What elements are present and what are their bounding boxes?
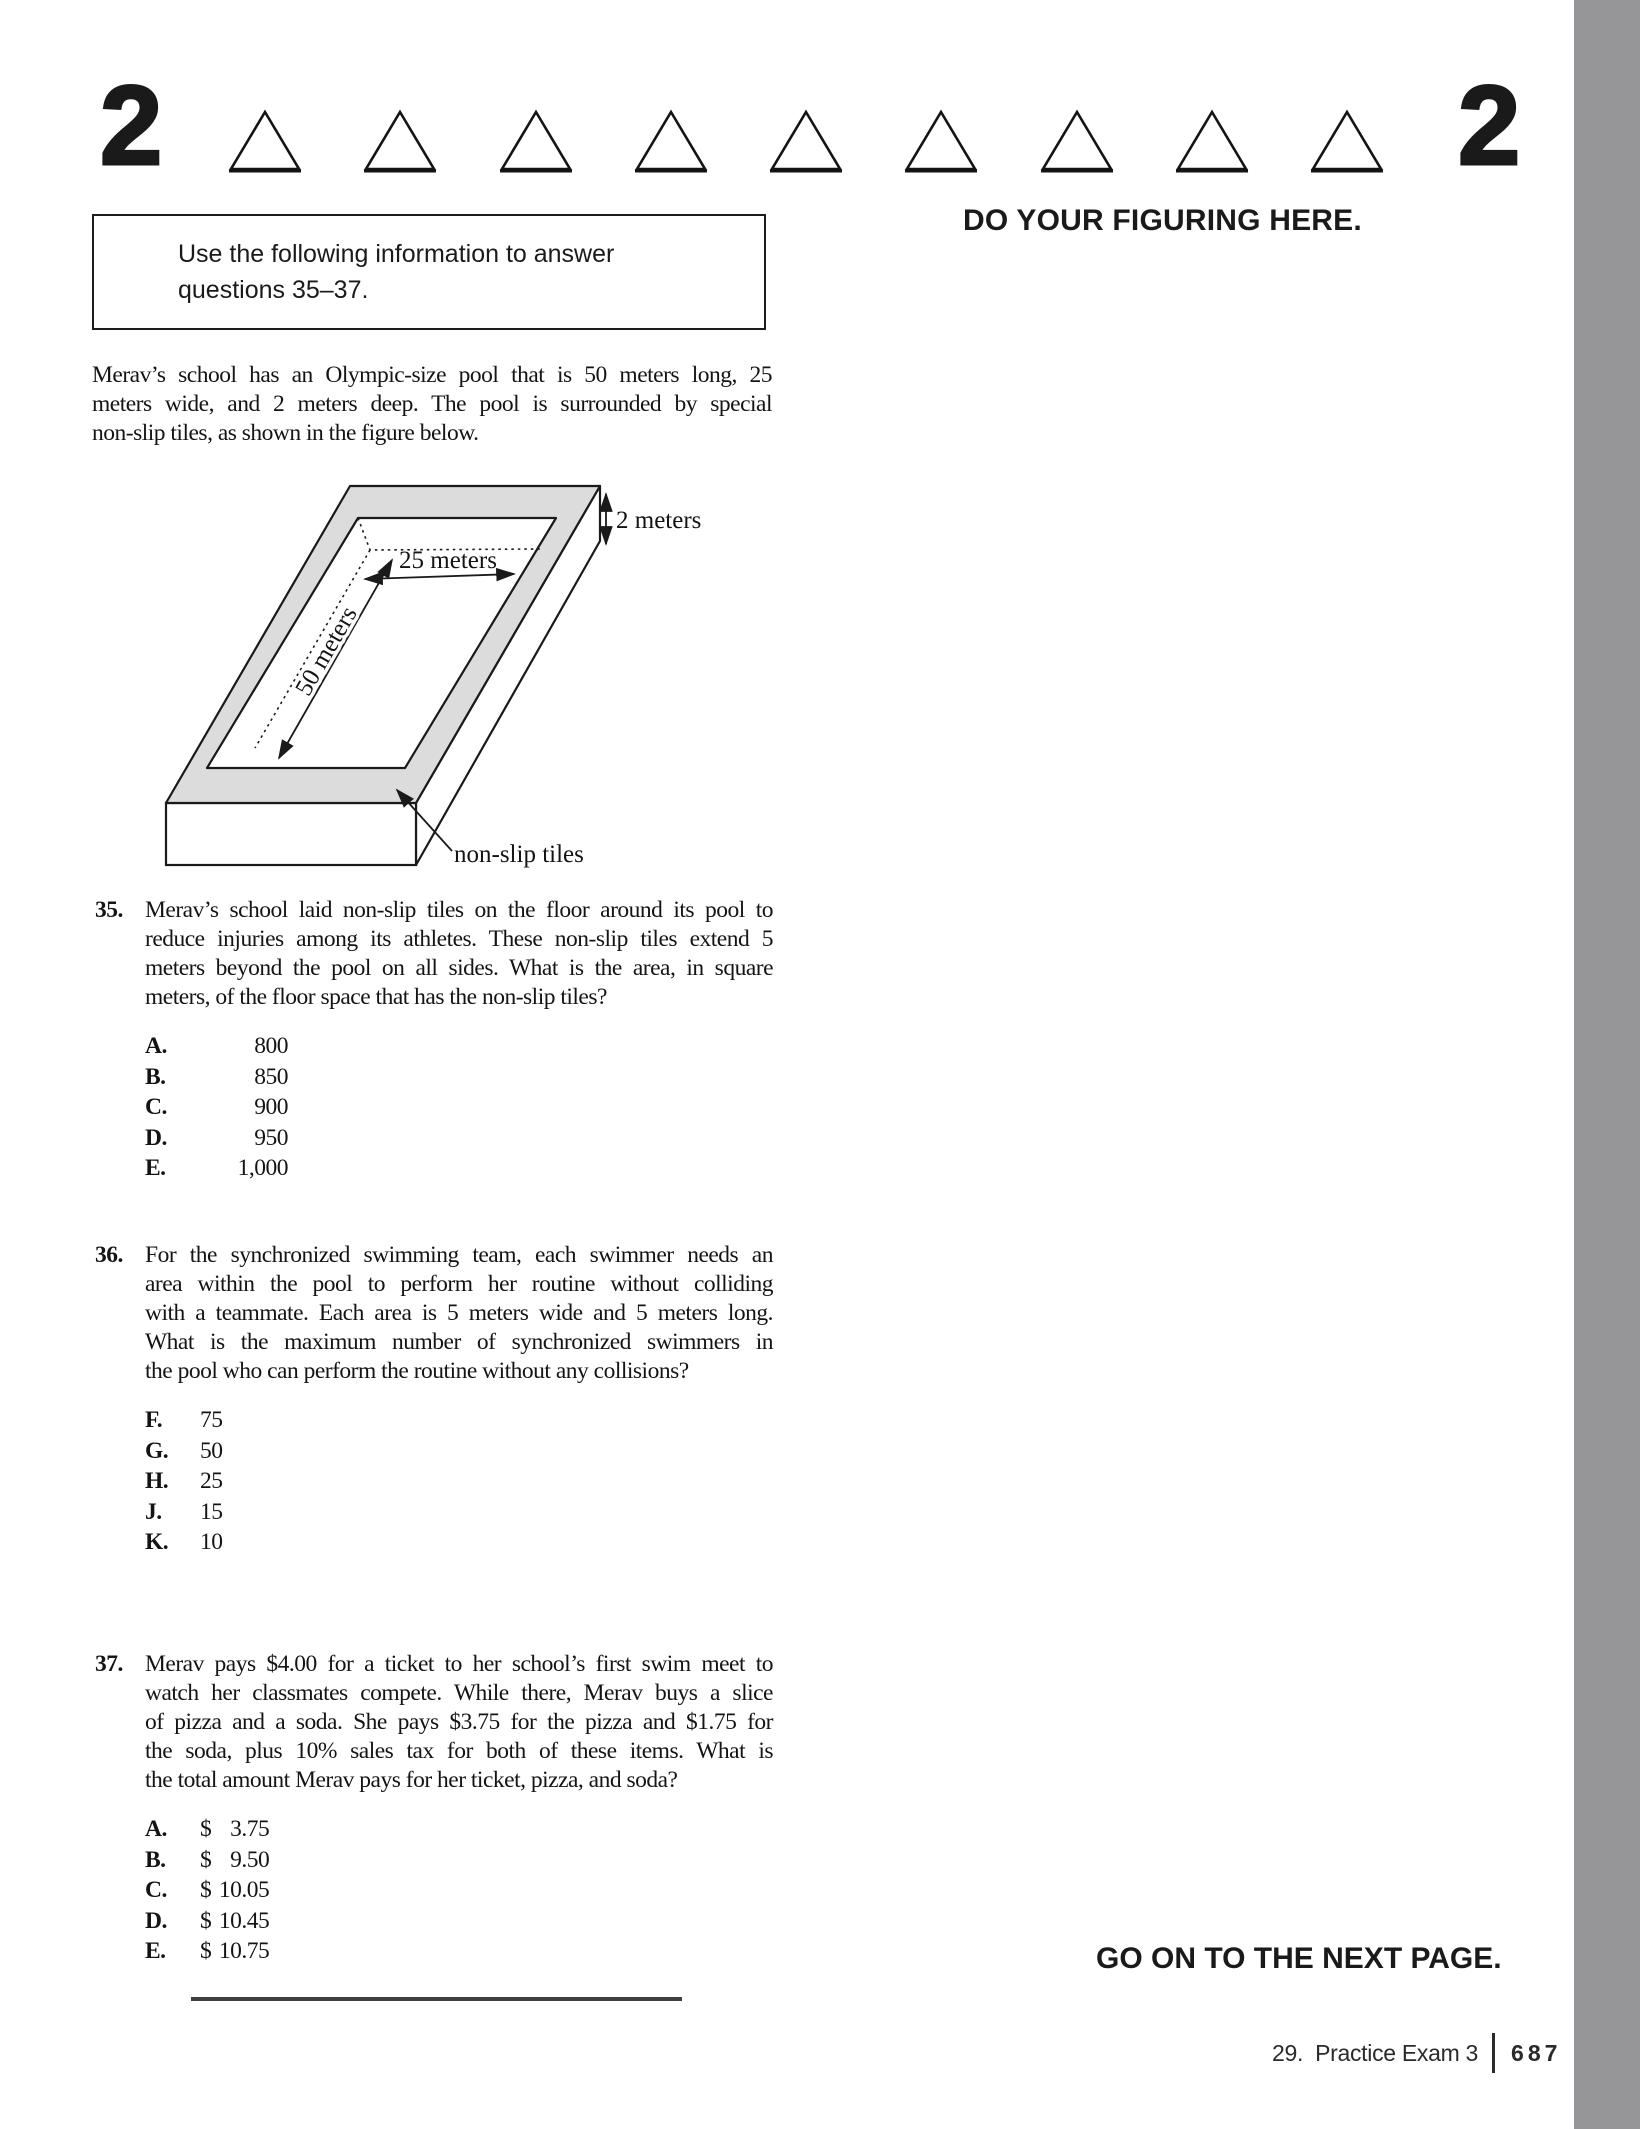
question-text-line: the soda, plus 10% sales tax for both of these items. What is (145, 1738, 773, 1764)
page-footer (1272, 2032, 1561, 2074)
answer-option (145, 1466, 773, 1497)
question-text-line: For the synchronized swimming team, each swimmer needs an (145, 1242, 773, 1268)
question-text-line: with a teammate. Each area is 5 meters wide and 5 meters long. (145, 1300, 773, 1326)
answer-currency: $ (200, 1846, 212, 1873)
answer-letter: J. (145, 1498, 162, 1525)
answer-option (145, 1936, 773, 1967)
question-text-line: the pool who can perform the routine without any collisions? (145, 1358, 689, 1384)
answer-options (145, 1031, 773, 1184)
question-text-line: the total amount Merav pays for her ticket, pizza, and soda? (145, 1767, 678, 1793)
answer-letter: C. (145, 1877, 167, 1903)
answer-letter: B. (145, 1846, 166, 1873)
answer-value: 10.75 (218, 1938, 270, 1964)
question-number: 36. (95, 1242, 123, 1268)
answer-value: 3.75 (230, 1816, 270, 1842)
triangle-icon (363, 108, 437, 174)
answer-value: 900 (254, 1094, 288, 1120)
pool-figure (100, 458, 720, 878)
answer-option (145, 1845, 773, 1876)
triangle-icon (499, 108, 573, 174)
info-box-line: Use the following information to answer (178, 240, 615, 268)
intro-line: meters wide, and 2 meters deep. The pool is surrounded by special (92, 391, 772, 417)
answer-letter: C. (145, 1094, 167, 1120)
answer-options (145, 1814, 773, 1967)
triangle-divider-row (228, 108, 1384, 174)
width-label: 25 meters (399, 547, 497, 574)
slab-right-face (416, 486, 600, 865)
intro-line: non-slip tiles, as shown in the figure below. (92, 420, 479, 446)
answer-option (145, 1497, 773, 1528)
answer-letter: A. (145, 1816, 167, 1842)
info-box (92, 214, 766, 330)
answer-letter: B. (145, 1063, 166, 1090)
section-number-right: 2 (1458, 63, 1521, 188)
answer-currency: $ (200, 1816, 212, 1842)
answer-currency: $ (200, 1877, 212, 1903)
tiles-label: non-slip tiles (454, 841, 584, 868)
go-on-note: GO ON TO THE NEXT PAGE. (1096, 1942, 1502, 1975)
answer-letter: K. (145, 1529, 169, 1555)
answer-letter: E. (145, 1155, 166, 1181)
answer-letter: H. (145, 1468, 169, 1494)
triangle-icon (769, 108, 843, 174)
answer-value: 1,000 (237, 1155, 288, 1181)
answer-value: 50 (200, 1437, 223, 1464)
answer-option (145, 1875, 773, 1906)
answer-letter: G. (145, 1437, 169, 1464)
question-text-line: area within the pool to perform her routine without colliding (145, 1271, 773, 1297)
question-text-line: meters, of the floor space that has the non-slip tiles? (145, 984, 607, 1010)
question-37 (95, 1650, 773, 1967)
answer-option (145, 1153, 773, 1184)
page-edge-bar (1574, 0, 1640, 2129)
answer-option (145, 1906, 773, 1937)
answer-letter: D. (145, 1124, 167, 1151)
footer-book-title: Practice Exam 3 (1315, 2039, 1479, 2066)
question-36 (95, 1241, 773, 1558)
width-dimension-arrow (365, 574, 514, 579)
question-text (145, 896, 773, 1012)
answer-options (145, 1405, 773, 1558)
depth-label: 2 meters (616, 507, 702, 534)
footer-chapter (1272, 2040, 1478, 2067)
answer-value: 10 (200, 1529, 223, 1555)
triangle-icon (1310, 108, 1384, 174)
question-text-line: Merav pays $4.00 for a ticket to her school’s first swim meet to (145, 1651, 773, 1677)
figuring-note: DO YOUR FIGURING HERE. (963, 204, 1362, 237)
intro-line: Merav’s school has an Olympic-size pool that is 50 meters long, 25 (92, 362, 772, 388)
answer-letter: E. (145, 1938, 166, 1964)
footer-separator (1492, 2033, 1495, 2073)
question-text-line: Merav’s school laid non-slip tiles on the floor around its pool to (145, 897, 773, 923)
answer-currency: $ (200, 1938, 212, 1964)
answer-value: 850 (254, 1063, 288, 1090)
answer-option (145, 1814, 773, 1845)
answer-value: 10.05 (218, 1877, 270, 1903)
answer-value: 10.45 (218, 1907, 270, 1934)
intro-paragraph (92, 361, 772, 448)
footer-page-number: 687 (1511, 2039, 1562, 2066)
slab-front-face (166, 803, 416, 865)
question-number: 35. (95, 897, 123, 923)
answer-value: 9.50 (230, 1846, 270, 1873)
answer-value: 75 (200, 1407, 223, 1433)
answer-letter: A. (145, 1033, 167, 1059)
answer-value: 950 (254, 1124, 288, 1151)
answer-divider-line (191, 1997, 682, 2001)
answer-value: 15 (200, 1498, 223, 1525)
answer-option (145, 1405, 773, 1436)
triangle-icon (1040, 108, 1114, 174)
question-text-line: What is the maximum number of synchronized swimmers in (145, 1329, 773, 1355)
answer-option (145, 1436, 773, 1467)
answer-option (145, 1092, 773, 1123)
triangle-icon (904, 108, 978, 174)
triangle-icon (228, 108, 302, 174)
answer-letter: F. (145, 1407, 163, 1433)
answer-value: 25 (200, 1468, 223, 1494)
footer-chapter-number: 29. (1272, 2039, 1304, 2066)
triangle-icon (634, 108, 708, 174)
answer-option (145, 1062, 773, 1093)
answer-option (145, 1031, 773, 1062)
answer-value: 800 (254, 1033, 288, 1059)
question-35 (95, 896, 773, 1184)
answer-currency: $ (200, 1907, 212, 1934)
answer-option (145, 1123, 773, 1154)
answer-letter: D. (145, 1907, 167, 1934)
question-text (145, 1650, 773, 1795)
answer-option (145, 1527, 773, 1558)
section-number-left: 2 (100, 63, 163, 188)
pool-floor-back-edge (358, 518, 540, 550)
question-text-line: reduce injuries among its athletes. These non-slip tiles extend 5 (145, 926, 773, 952)
length-label: 50 meters (290, 602, 363, 701)
question-text-line: watch her classmates compete. While there, Merav buys a slice (145, 1680, 773, 1706)
triangle-icon (1175, 108, 1249, 174)
question-text-line: of pizza and a soda. She pays $3.75 for the pizza and $1.75 for (145, 1709, 773, 1735)
question-text (145, 1241, 773, 1386)
question-text-line: meters beyond the pool on all sides. What is the area, in square (145, 955, 773, 981)
info-box-line: questions 35–37. (178, 276, 369, 304)
question-number: 37. (95, 1651, 123, 1677)
